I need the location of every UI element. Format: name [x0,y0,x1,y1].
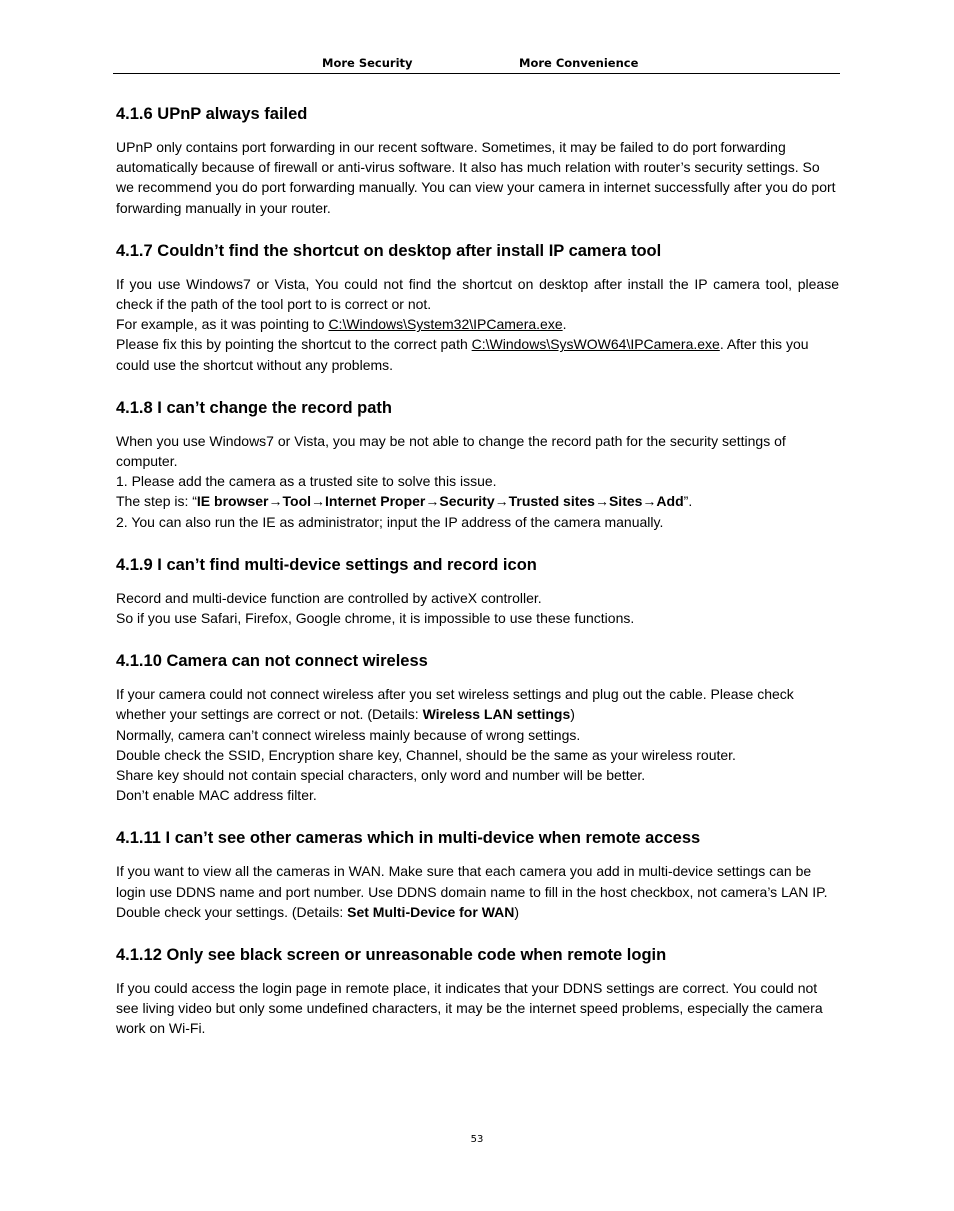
paragraph: So if you use Safari, Firefox, Google chrome, it is impossible to use these functions. [116,610,635,627]
paragraph: When you use Windows7 or Vista, you may be not able to change the record path for the security settings of computer. [116,432,786,470]
paragraph: If you could access the login page in remote place, it indicates that your DDNS settings are correct. You could not see living video but only some undefined characters, it may be the internet speed problems, especially the camera work on Wi-Fi. [116,980,823,1037]
section-title: 4.1.12 Only see black screen or unreasonable code when remote login [116,946,667,965]
document-body [116,102,839,1039]
paragraph [116,861,839,922]
bold-reference: Wireless LAN settings [422,706,571,723]
paragraph: Share key should not contain special characters, only word and number will be better. [116,767,646,784]
path-link[interactable]: C:\Windows\SysWOW64\IPCamera.exe [471,336,720,353]
text-run: For example, as it was pointing to [116,316,329,333]
paragraph: UPnP only contains port forwarding in our recent software. Sometimes, it may be failed to do port forwarding automatically because of firewall or anti-virus software. It also has much relation with router’s security settings. So we recommend you do port forwarding manually. You can view your camera in internet successfully after you do port forwarding manually in your router. [116,139,836,216]
text-run: If you want to view all the cameras in WAN. Make sure that each camera you add in multi-device settings can be login use DDNS name and port number. Use DDNS domain name to fill in the host checkbox, not camera’s LAN IP. Double check your settings. (Details: [116,863,828,920]
header-left-text: More Security [322,56,413,70]
header-right-text: More Convenience [519,56,639,70]
section-title: 4.1.10 Camera can not connect wireless [116,652,428,671]
paragraph: 2. You can also run the IE as administrator; input the IP address of the camera manually. [116,513,664,530]
text-run: ”. [683,493,693,510]
text-run: The step is: “ [116,493,197,510]
paragraph: Don’t enable MAC address filter. [116,787,317,804]
paragraph: Normally, camera can’t connect wireless mainly because of wrong settings. [116,726,581,743]
section-title: 4.1.8 I can’t change the record path [116,398,392,417]
section-wireless [116,649,839,805]
section-upnp [116,102,839,218]
section-title: 4.1.6 UPnP always failed [116,105,308,123]
section-shortcut [116,239,839,375]
text-run: . [562,316,567,333]
section-black-screen [116,943,839,1039]
paragraph: If you use Windows7 or Vista, You could not find the shortcut on desktop after install the IP camera tool, please check if the path of the tool port to is correct or not. [116,275,839,313]
section-title: 4.1.9 I can’t find multi-device settings and record icon [116,555,537,574]
page-header [113,55,840,74]
text-run: Please fix this by pointing the shortcut to the correct path [116,336,472,353]
text-run: ) [570,706,575,723]
bold-step-path: IE browser→Tool→Internet Proper→Security→Trusted sites→Sites→Add [196,493,684,510]
section-title: 4.1.7 Couldn’t find the shortcut on desktop after install IP camera tool [116,241,662,260]
section-title: 4.1.11 I can’t see other cameras which in multi-device when remote access [116,829,701,848]
section-remote-access [116,826,839,922]
text-run: . After this you could use the shortcut without any problems. [116,336,809,373]
paragraph [116,684,839,724]
paragraph [116,314,839,334]
path-link[interactable]: C:\Windows\System32\IPCamera.exe [328,316,563,333]
section-record-path [116,396,839,532]
bold-reference: Set Multi-Device for WAN [347,903,515,920]
paragraph [116,334,839,374]
text-run: ) [514,903,520,920]
page-number: 53 [470,1134,484,1145]
paragraph: 1. Please add the camera as a trusted site to solve this issue. [116,473,497,490]
text-run: If your camera could not connect wireless after you set wireless settings and plug out the cable. Please check whether your settings are correct or not. (Details: [116,686,794,723]
section-multi-device [116,553,839,628]
paragraph: Record and multi-device function are controlled by activeX controller. [116,589,542,606]
paragraph: Double check the SSID, Encryption share key, Channel, should be the same as your wireless router. [116,746,736,763]
paragraph [116,491,839,511]
